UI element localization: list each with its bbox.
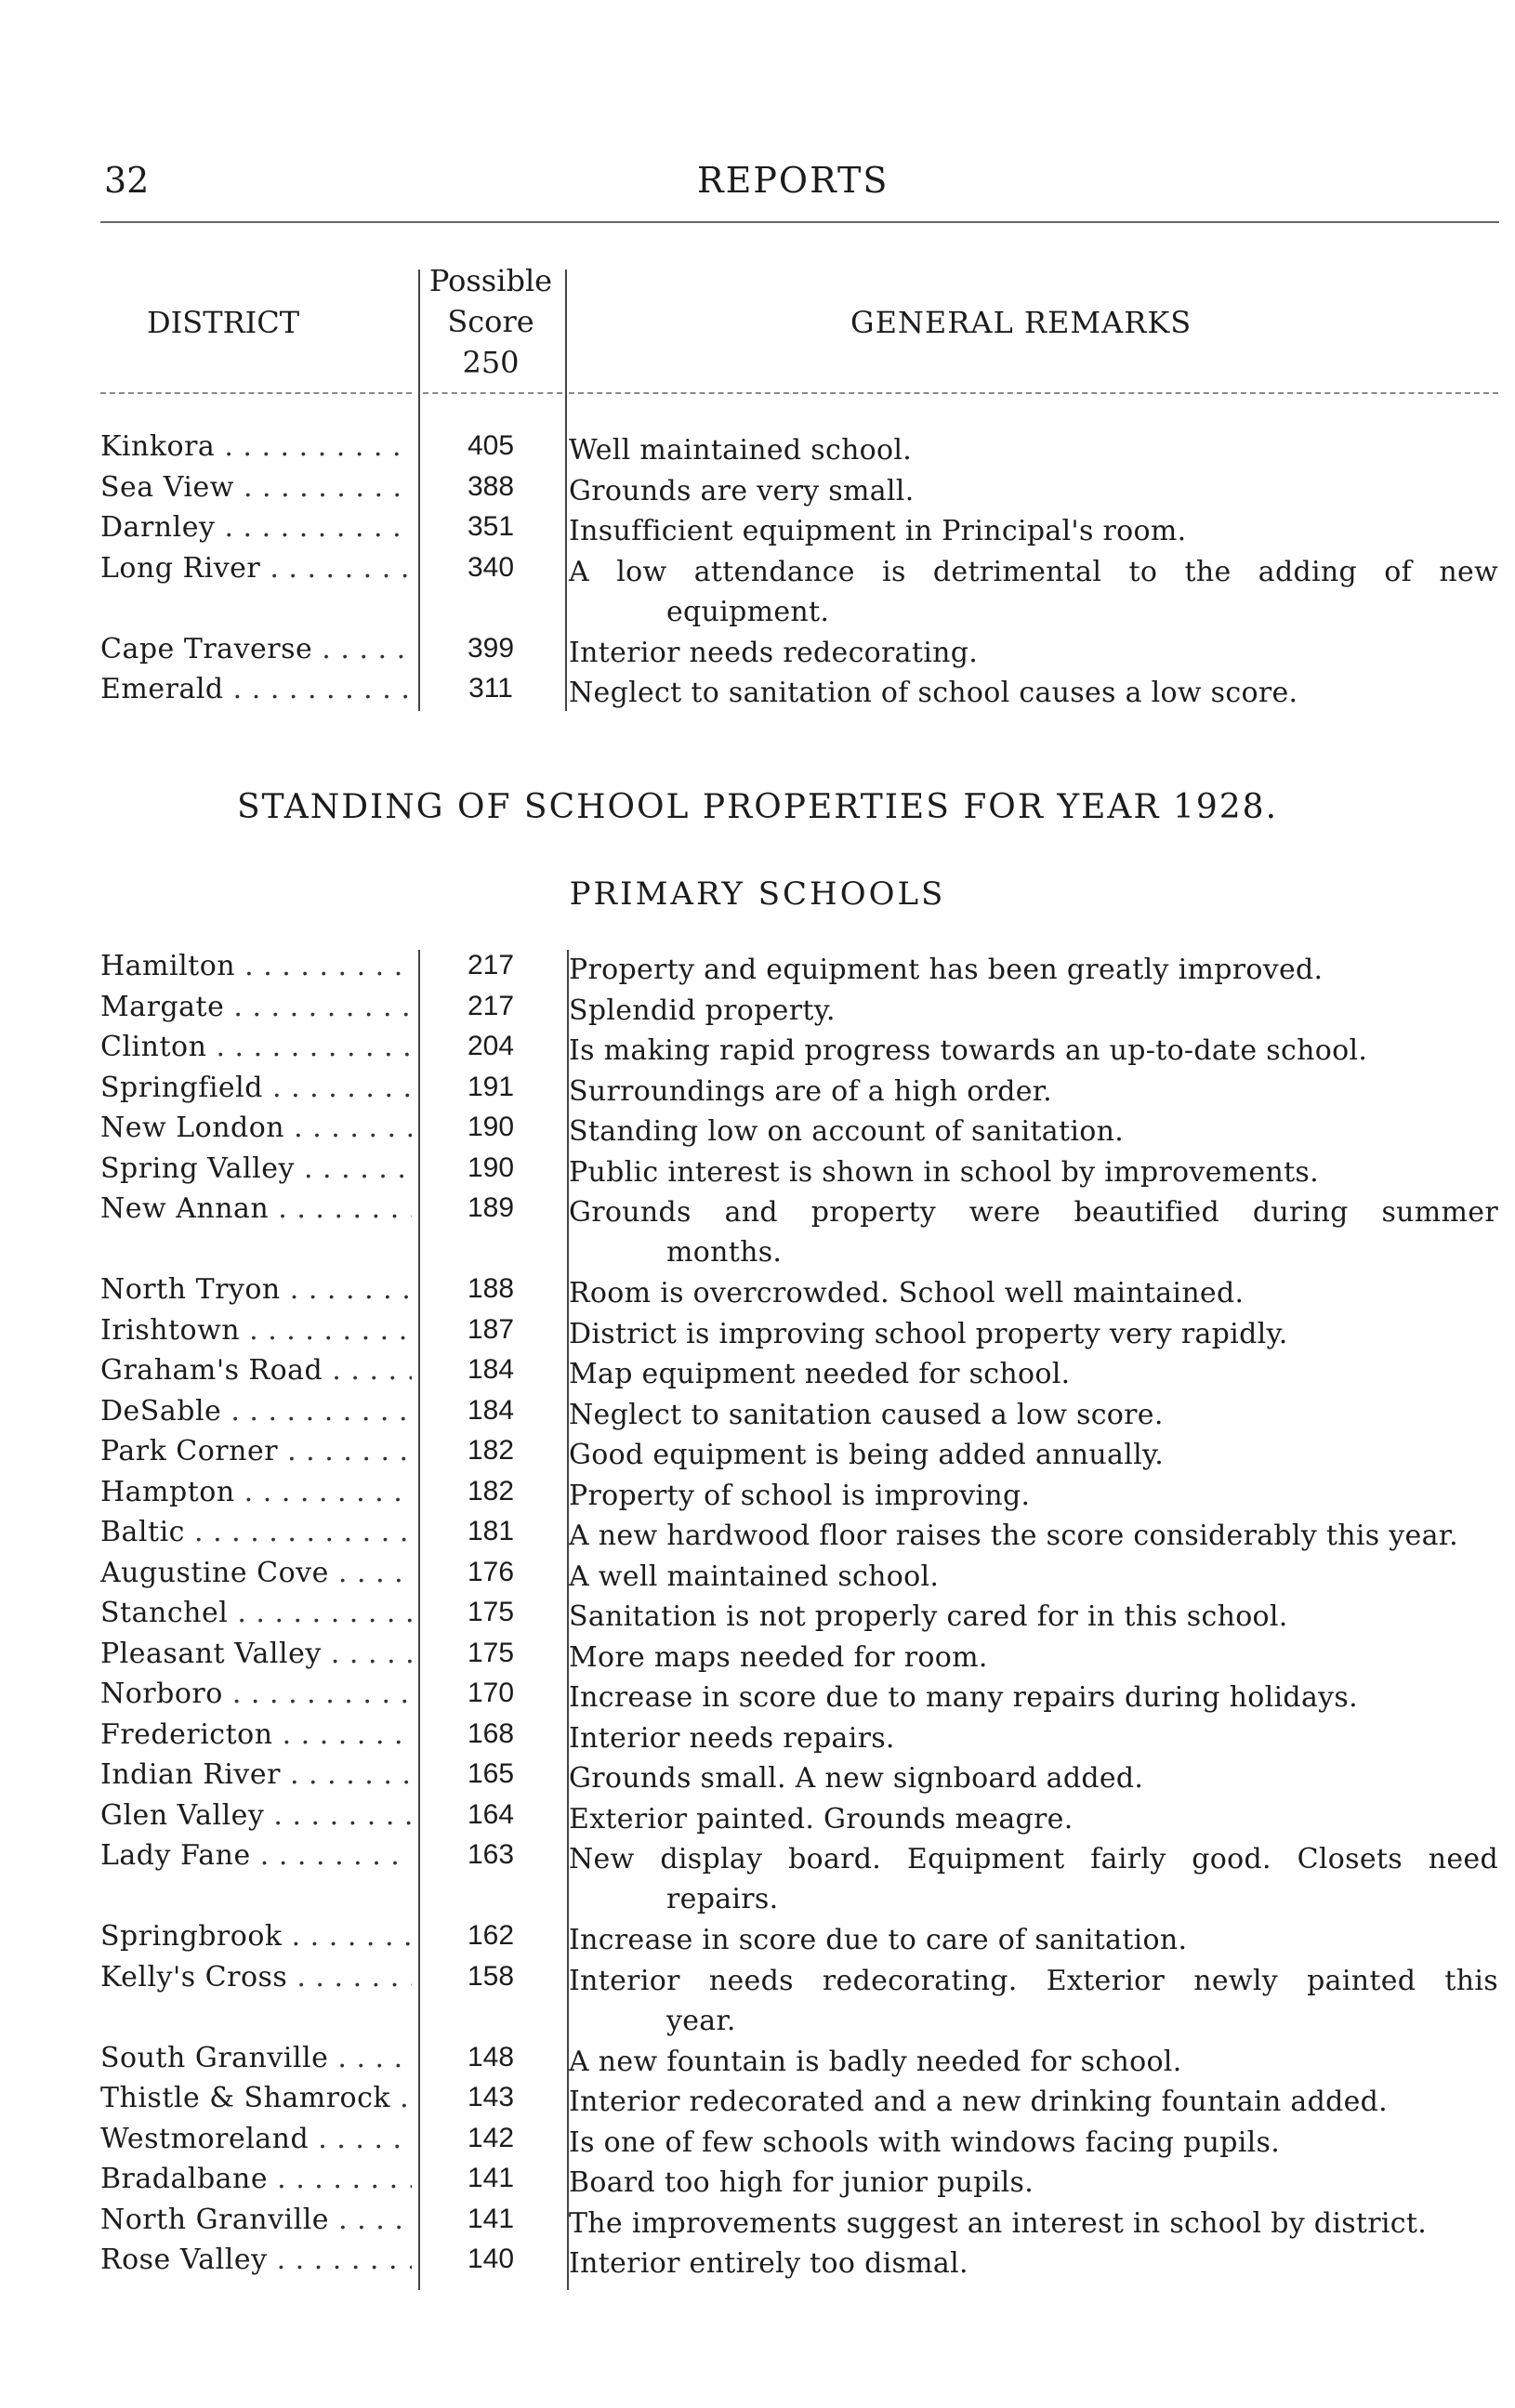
column-header-score bbox=[416, 260, 565, 383]
remark-continuation: year. bbox=[666, 2004, 736, 2037]
remark-text: Interior entirely too dismal. bbox=[569, 2247, 968, 2280]
district-name: Glen Valley . . . bbox=[100, 1799, 412, 1832]
general-remark bbox=[569, 1354, 1498, 1394]
table-row bbox=[0, 430, 1515, 470]
table-row bbox=[0, 1435, 1515, 1475]
general-remark bbox=[569, 1435, 1498, 1475]
remark-continuation: months. bbox=[666, 1236, 783, 1269]
general-remark bbox=[569, 511, 1498, 551]
remark-text: Grounds and property were beautified during summer bbox=[569, 1196, 1498, 1229]
remark-text: Increase in score due to many repairs during holidays. bbox=[569, 1681, 1358, 1714]
table-row bbox=[0, 511, 1515, 551]
running-title: REPORTS bbox=[697, 160, 889, 201]
general-remark bbox=[569, 1961, 1498, 2041]
general-remark bbox=[569, 991, 1498, 1031]
general-remark bbox=[569, 1638, 1498, 1678]
district-name: Sea View . . . bbox=[100, 471, 412, 504]
score-value: 163 bbox=[467, 1839, 515, 1870]
score-value: 189 bbox=[467, 1192, 515, 1223]
score-header-line-3: 250 bbox=[462, 345, 520, 380]
remark-text: Grounds are very small. bbox=[569, 474, 915, 507]
primary-schools-title: PRIMARY SCHOOLS bbox=[569, 875, 946, 913]
score-value: 311 bbox=[468, 673, 513, 704]
table-row bbox=[0, 2123, 1515, 2163]
district-name: Kinkora . . . bbox=[100, 430, 412, 463]
district-name: Darnley . . . bbox=[100, 511, 412, 544]
district-name: New Annan . . . bbox=[100, 1192, 412, 1225]
general-remark bbox=[569, 1314, 1498, 1354]
score-value: 217 bbox=[467, 950, 515, 980]
remark-text: Interior needs redecorating. Exterior newly painted this bbox=[569, 1964, 1498, 1997]
score-value: 164 bbox=[467, 1798, 515, 1830]
general-remark bbox=[569, 1395, 1498, 1435]
score-header-line-2: Score bbox=[447, 304, 534, 339]
general-remark bbox=[569, 673, 1498, 713]
general-remark bbox=[569, 1072, 1498, 1112]
table-row bbox=[0, 673, 1515, 713]
table-row bbox=[0, 1516, 1515, 1556]
remark-text: Surroundings are of a high order. bbox=[569, 1074, 1052, 1108]
district-name: Cape Traverse . . . bbox=[100, 633, 412, 665]
district-name: Emerald . . . bbox=[100, 673, 412, 705]
district-name: Stanchel . . . bbox=[100, 1597, 412, 1629]
remark-text: Property of school is improving. bbox=[569, 1479, 1031, 1512]
district-name: Irishtown . . . bbox=[100, 1314, 412, 1347]
score-value: 162 bbox=[467, 1920, 515, 1951]
remark-text: Is making rapid progress towards an up-to-date school. bbox=[569, 1034, 1368, 1067]
score-value: 182 bbox=[467, 1435, 515, 1466]
district-name: Pleasant Valley . . . bbox=[100, 1638, 412, 1670]
district-name: Rose Valley . . . bbox=[100, 2244, 412, 2276]
score-value: 190 bbox=[467, 1151, 515, 1183]
table-row bbox=[0, 1597, 1515, 1637]
district-name: Norboro . . . bbox=[100, 1678, 412, 1710]
score-value: 184 bbox=[467, 1354, 515, 1385]
header-underline-remarks bbox=[569, 392, 1498, 394]
score-value: 176 bbox=[467, 1556, 515, 1587]
header-rule bbox=[100, 221, 1499, 223]
remark-text: Insufficient equipment in Principal's room. bbox=[569, 515, 1187, 547]
general-remark bbox=[569, 1557, 1498, 1597]
score-value: 388 bbox=[467, 470, 515, 502]
general-remark bbox=[569, 1839, 1498, 1919]
remark-text: Exterior painted. Grounds meagre. bbox=[569, 1802, 1074, 1836]
table-row bbox=[0, 471, 1515, 511]
column-header-district: DISTRICT bbox=[147, 305, 300, 340]
score-value: 140 bbox=[467, 2244, 515, 2274]
district-name: Springbrook . . . bbox=[100, 1920, 412, 1953]
remark-text: Increase in score due to care of sanitation. bbox=[569, 1924, 1188, 1956]
district-name: Hampton . . . bbox=[100, 1476, 412, 1508]
table-row bbox=[0, 1839, 1515, 1915]
score-value: 141 bbox=[467, 2163, 515, 2193]
table-row bbox=[0, 1718, 1515, 1758]
general-remark bbox=[569, 471, 1498, 511]
remark-text: Map equipment needed for school. bbox=[569, 1358, 1071, 1390]
remark-text: Interior needs redecorating. bbox=[569, 636, 979, 669]
table-row bbox=[0, 1678, 1515, 1717]
district-name: Graham's Road . . . bbox=[100, 1354, 412, 1387]
score-value: 158 bbox=[467, 1960, 515, 1992]
score-value: 190 bbox=[467, 1112, 515, 1142]
score-header-line-1: Possible bbox=[428, 263, 553, 298]
score-value: 217 bbox=[467, 990, 515, 1021]
remark-text: More maps needed for room. bbox=[569, 1640, 988, 1674]
general-remark bbox=[569, 1597, 1498, 1637]
remark-text: New display board. Equipment fairly good. Closets need bbox=[569, 1843, 1498, 1875]
score-value: 141 bbox=[467, 2203, 515, 2234]
district-name: Thistle & Shamrock . . . bbox=[100, 2082, 412, 2114]
remark-text: A low attendance is detrimental to the adding of new bbox=[569, 555, 1498, 588]
table-row bbox=[0, 1112, 1515, 1151]
score-value: 187 bbox=[467, 1313, 515, 1345]
score-value: 143 bbox=[467, 2082, 515, 2112]
table-row bbox=[0, 1557, 1515, 1597]
score-value: 340 bbox=[467, 551, 515, 583]
district-name: Long River . . . bbox=[100, 552, 412, 585]
score-value: 188 bbox=[467, 1273, 515, 1304]
table-row bbox=[0, 1354, 1515, 1394]
general-remark bbox=[569, 2082, 1498, 2122]
general-remark bbox=[569, 633, 1498, 673]
remark-text: Interior needs repairs. bbox=[569, 1721, 895, 1755]
table-row bbox=[0, 2204, 1515, 2244]
district-name: Fredericton . . . bbox=[100, 1718, 412, 1751]
remark-text: Is one of few schools with windows facing pupils. bbox=[569, 2125, 1281, 2159]
table-row bbox=[0, 1638, 1515, 1678]
general-remark bbox=[569, 552, 1498, 632]
table-row bbox=[0, 1476, 1515, 1516]
district-name: Hamilton . . . bbox=[100, 950, 412, 982]
score-value: 168 bbox=[467, 1717, 515, 1749]
general-remark bbox=[569, 1192, 1498, 1272]
general-remark bbox=[569, 2204, 1498, 2244]
table-row bbox=[0, 991, 1515, 1031]
score-value: 170 bbox=[467, 1678, 515, 1708]
table-row bbox=[0, 2082, 1515, 2122]
general-remark bbox=[569, 950, 1498, 990]
remark-text: The improvements suggest an interest in school by district. bbox=[569, 2206, 1428, 2240]
table-row bbox=[0, 950, 1515, 990]
general-remark bbox=[569, 1678, 1498, 1717]
district-name: Springfield . . . bbox=[100, 1072, 412, 1104]
score-value: 175 bbox=[467, 1597, 515, 1627]
score-value: 184 bbox=[467, 1394, 515, 1426]
page-number: 32 bbox=[104, 160, 150, 201]
district-name: DeSable . . . bbox=[100, 1395, 412, 1428]
district-name: Lady Fane . . . bbox=[100, 1839, 412, 1872]
remark-continuation: equipment. bbox=[666, 595, 830, 628]
general-remark bbox=[569, 1273, 1498, 1313]
standing-title: STANDING OF SCHOOL PROPERTIES FOR YEAR 1928. bbox=[236, 788, 1279, 826]
table-row bbox=[0, 1395, 1515, 1435]
general-remark bbox=[569, 2123, 1498, 2163]
remark-text: Property and equipment has been greatly improved. bbox=[569, 954, 1324, 986]
general-remark bbox=[569, 1476, 1498, 1516]
remark-text: A well maintained school. bbox=[569, 1559, 940, 1593]
table-row bbox=[0, 1152, 1515, 1192]
score-value: 165 bbox=[467, 1758, 515, 1789]
header-underline-district bbox=[100, 392, 412, 394]
remark-text: Good equipment is being added annually. bbox=[569, 1439, 1165, 1471]
district-name: Augustine Cove . . . bbox=[100, 1557, 412, 1589]
remark-text: Well maintained school. bbox=[569, 434, 913, 467]
table-row bbox=[0, 1960, 1515, 2037]
score-value: 181 bbox=[467, 1516, 515, 1546]
column-header-remarks: GENERAL REMARKS bbox=[850, 305, 1192, 340]
remark-text: Neglect to sanitation caused a low score. bbox=[569, 1398, 1164, 1431]
table-row bbox=[0, 1192, 1515, 1269]
table-row bbox=[0, 1799, 1515, 1839]
general-remark bbox=[569, 2244, 1498, 2283]
table-row bbox=[0, 1758, 1515, 1798]
score-value: 142 bbox=[467, 2122, 515, 2153]
table-row bbox=[0, 551, 1515, 628]
general-remark bbox=[569, 1031, 1498, 1071]
score-value: 399 bbox=[467, 632, 515, 664]
score-value: 175 bbox=[467, 1637, 515, 1668]
score-value: 191 bbox=[467, 1071, 515, 1102]
table-row bbox=[0, 633, 1515, 673]
remark-text: Public interest is shown in school by improvements. bbox=[569, 1155, 1319, 1189]
district-name: Bradalbane . . . bbox=[100, 2163, 412, 2195]
table-row bbox=[0, 2244, 1515, 2283]
remark-text: District is improving school property very rapidly. bbox=[569, 1317, 1288, 1350]
remark-text: Neglect to sanitation of school causes a low score. bbox=[569, 677, 1298, 709]
general-remark bbox=[569, 1799, 1498, 1839]
remark-text: Grounds small. A new signboard added. bbox=[569, 1762, 1144, 1795]
remark-continuation: repairs. bbox=[666, 1883, 779, 1915]
district-name: Kelly's Cross . . . bbox=[100, 1961, 412, 1994]
general-remark bbox=[569, 1920, 1498, 1960]
district-name: Margate . . . bbox=[100, 991, 412, 1023]
district-name: Park Corner . . . bbox=[100, 1435, 412, 1467]
table-row bbox=[0, 2163, 1515, 2203]
general-remark bbox=[569, 2163, 1498, 2203]
table-row bbox=[0, 2042, 1515, 2082]
remark-text: Interior redecorated and a new drinking fountain added. bbox=[569, 2086, 1388, 2118]
score-value: 351 bbox=[467, 511, 515, 542]
general-remark bbox=[569, 1758, 1498, 1798]
remark-text: Standing low on account of sanitation. bbox=[569, 1115, 1125, 1148]
score-value: 204 bbox=[467, 1031, 515, 1061]
district-name: Westmoreland . . . bbox=[100, 2123, 412, 2155]
score-value: 405 bbox=[467, 430, 515, 461]
district-name: North Granville . . . bbox=[100, 2204, 412, 2236]
remark-text: A new hardwood floor raises the score considerably this year. bbox=[569, 1520, 1458, 1552]
remark-text: Sanitation is not properly cared for in this school. bbox=[569, 1600, 1288, 1633]
table-row bbox=[0, 1072, 1515, 1112]
table-row bbox=[0, 1314, 1515, 1354]
header-underline-score bbox=[423, 392, 562, 394]
score-value: 182 bbox=[467, 1475, 515, 1507]
district-name: Spring Valley . . . bbox=[100, 1152, 412, 1185]
table-row bbox=[0, 1273, 1515, 1313]
general-remark bbox=[569, 1152, 1498, 1192]
remark-text: Room is overcrowded. School well maintained. bbox=[569, 1277, 1245, 1309]
general-remark bbox=[569, 430, 1498, 470]
district-name: New London . . . bbox=[100, 1112, 412, 1144]
score-value: 148 bbox=[467, 2041, 515, 2072]
district-name: Indian River . . . bbox=[100, 1758, 412, 1791]
general-remark bbox=[569, 2042, 1498, 2082]
district-name: Baltic . . . bbox=[100, 1516, 412, 1548]
remark-text: A new fountain is badly needed for school. bbox=[569, 2045, 1182, 2078]
district-name: Clinton . . . bbox=[100, 1031, 412, 1063]
remark-text: Board too high for junior pupils. bbox=[569, 2166, 1034, 2199]
table-row bbox=[0, 1031, 1515, 1071]
general-remark bbox=[569, 1516, 1498, 1556]
district-name: North Tryon . . . bbox=[100, 1273, 412, 1306]
district-name: South Granville . . . bbox=[100, 2042, 412, 2074]
general-remark bbox=[569, 1718, 1498, 1758]
remark-text: Splendid property. bbox=[569, 993, 836, 1027]
table-row bbox=[0, 1920, 1515, 1960]
general-remark bbox=[569, 1112, 1498, 1151]
